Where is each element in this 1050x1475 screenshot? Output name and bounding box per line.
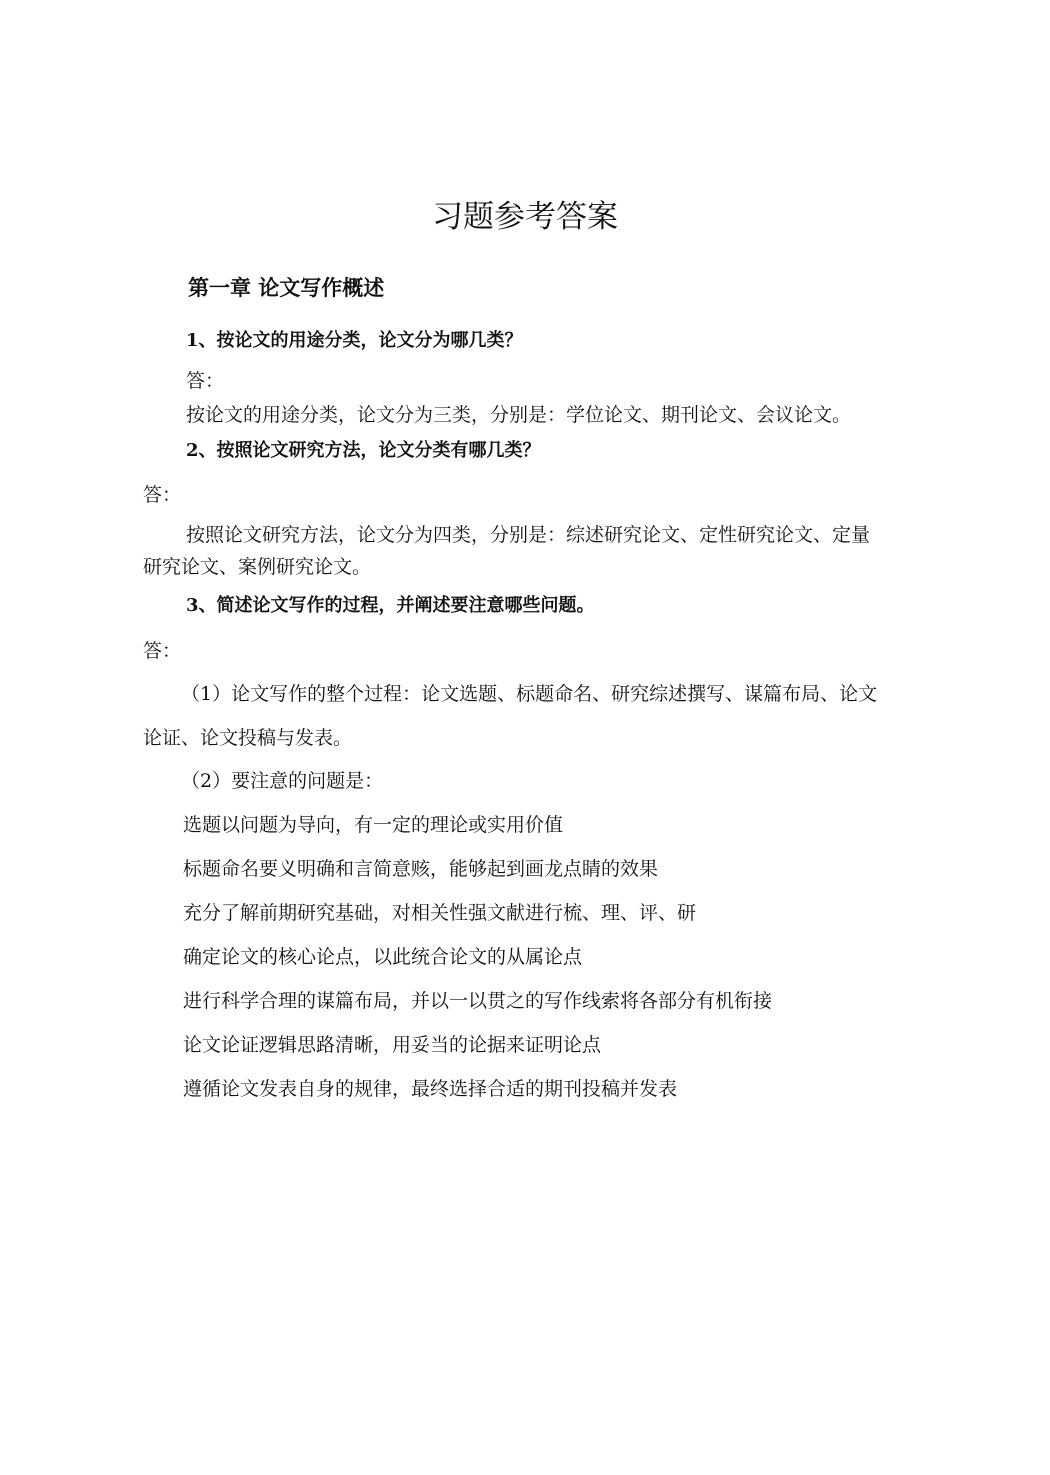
answer-label-3: 答： xyxy=(143,640,182,662)
point-item: 论文论证逻辑思路清晰，用妥当的论据来证明论点 xyxy=(183,1034,602,1056)
answer-label-2: 答： xyxy=(143,484,182,506)
answer-3-part-2-heading: （2）要注意的问题是： xyxy=(181,770,384,792)
point-item: 确定论文的核心论点，以此统合论文的从属论点 xyxy=(183,946,583,968)
answer-3-part-1-line-2: 论证、论文投稿与发表。 xyxy=(143,727,353,749)
point-item: 进行科学合理的谋篇布局，并以一以贯之的写作线索将各部分有机衔接 xyxy=(183,990,773,1012)
answer-3-part-1-line-1: （1）论文写作的整个过程：论文选题、标题命名、研究综述撰写、谋篇布局、论文 xyxy=(181,683,878,705)
answer-2-line-1: 按照论文研究方法，论文分为四类，分别是：综述研究论文、定性研究论文、定量 xyxy=(186,524,871,546)
point-item: 充分了解前期研究基础，对相关性强文献进行梳、理、评、研 xyxy=(183,902,697,924)
answer-label-1: 答： xyxy=(186,370,225,392)
point-item: 选题以问题为导向，有一定的理论或实用价值 xyxy=(183,814,564,836)
question-2: 2、按照论文研究方法，论文分类有哪几类？ xyxy=(186,440,541,461)
document-title: 习题参考答案 xyxy=(432,199,618,235)
point-item: 标题命名要义明确和言简意赅，能够起到画龙点睛的效果 xyxy=(183,858,659,880)
point-item: 遵循论文发表自身的规律，最终选择合适的期刊投稿并发表 xyxy=(183,1078,678,1100)
question-1: 1、按论文的用途分类，论文分为哪几类？ xyxy=(186,330,523,351)
chapter-heading: 第一章 论文写作概述 xyxy=(188,276,385,300)
answer-2-line-2: 研究论文、案例研究论文。 xyxy=(143,556,372,578)
question-3: 3、简述论文写作的过程，并阐述要注意哪些问题。 xyxy=(186,595,595,616)
answer-1: 按论文的用途分类，论文分为三类，分别是：学位论文、期刊论文、会议论文。 xyxy=(186,404,852,426)
